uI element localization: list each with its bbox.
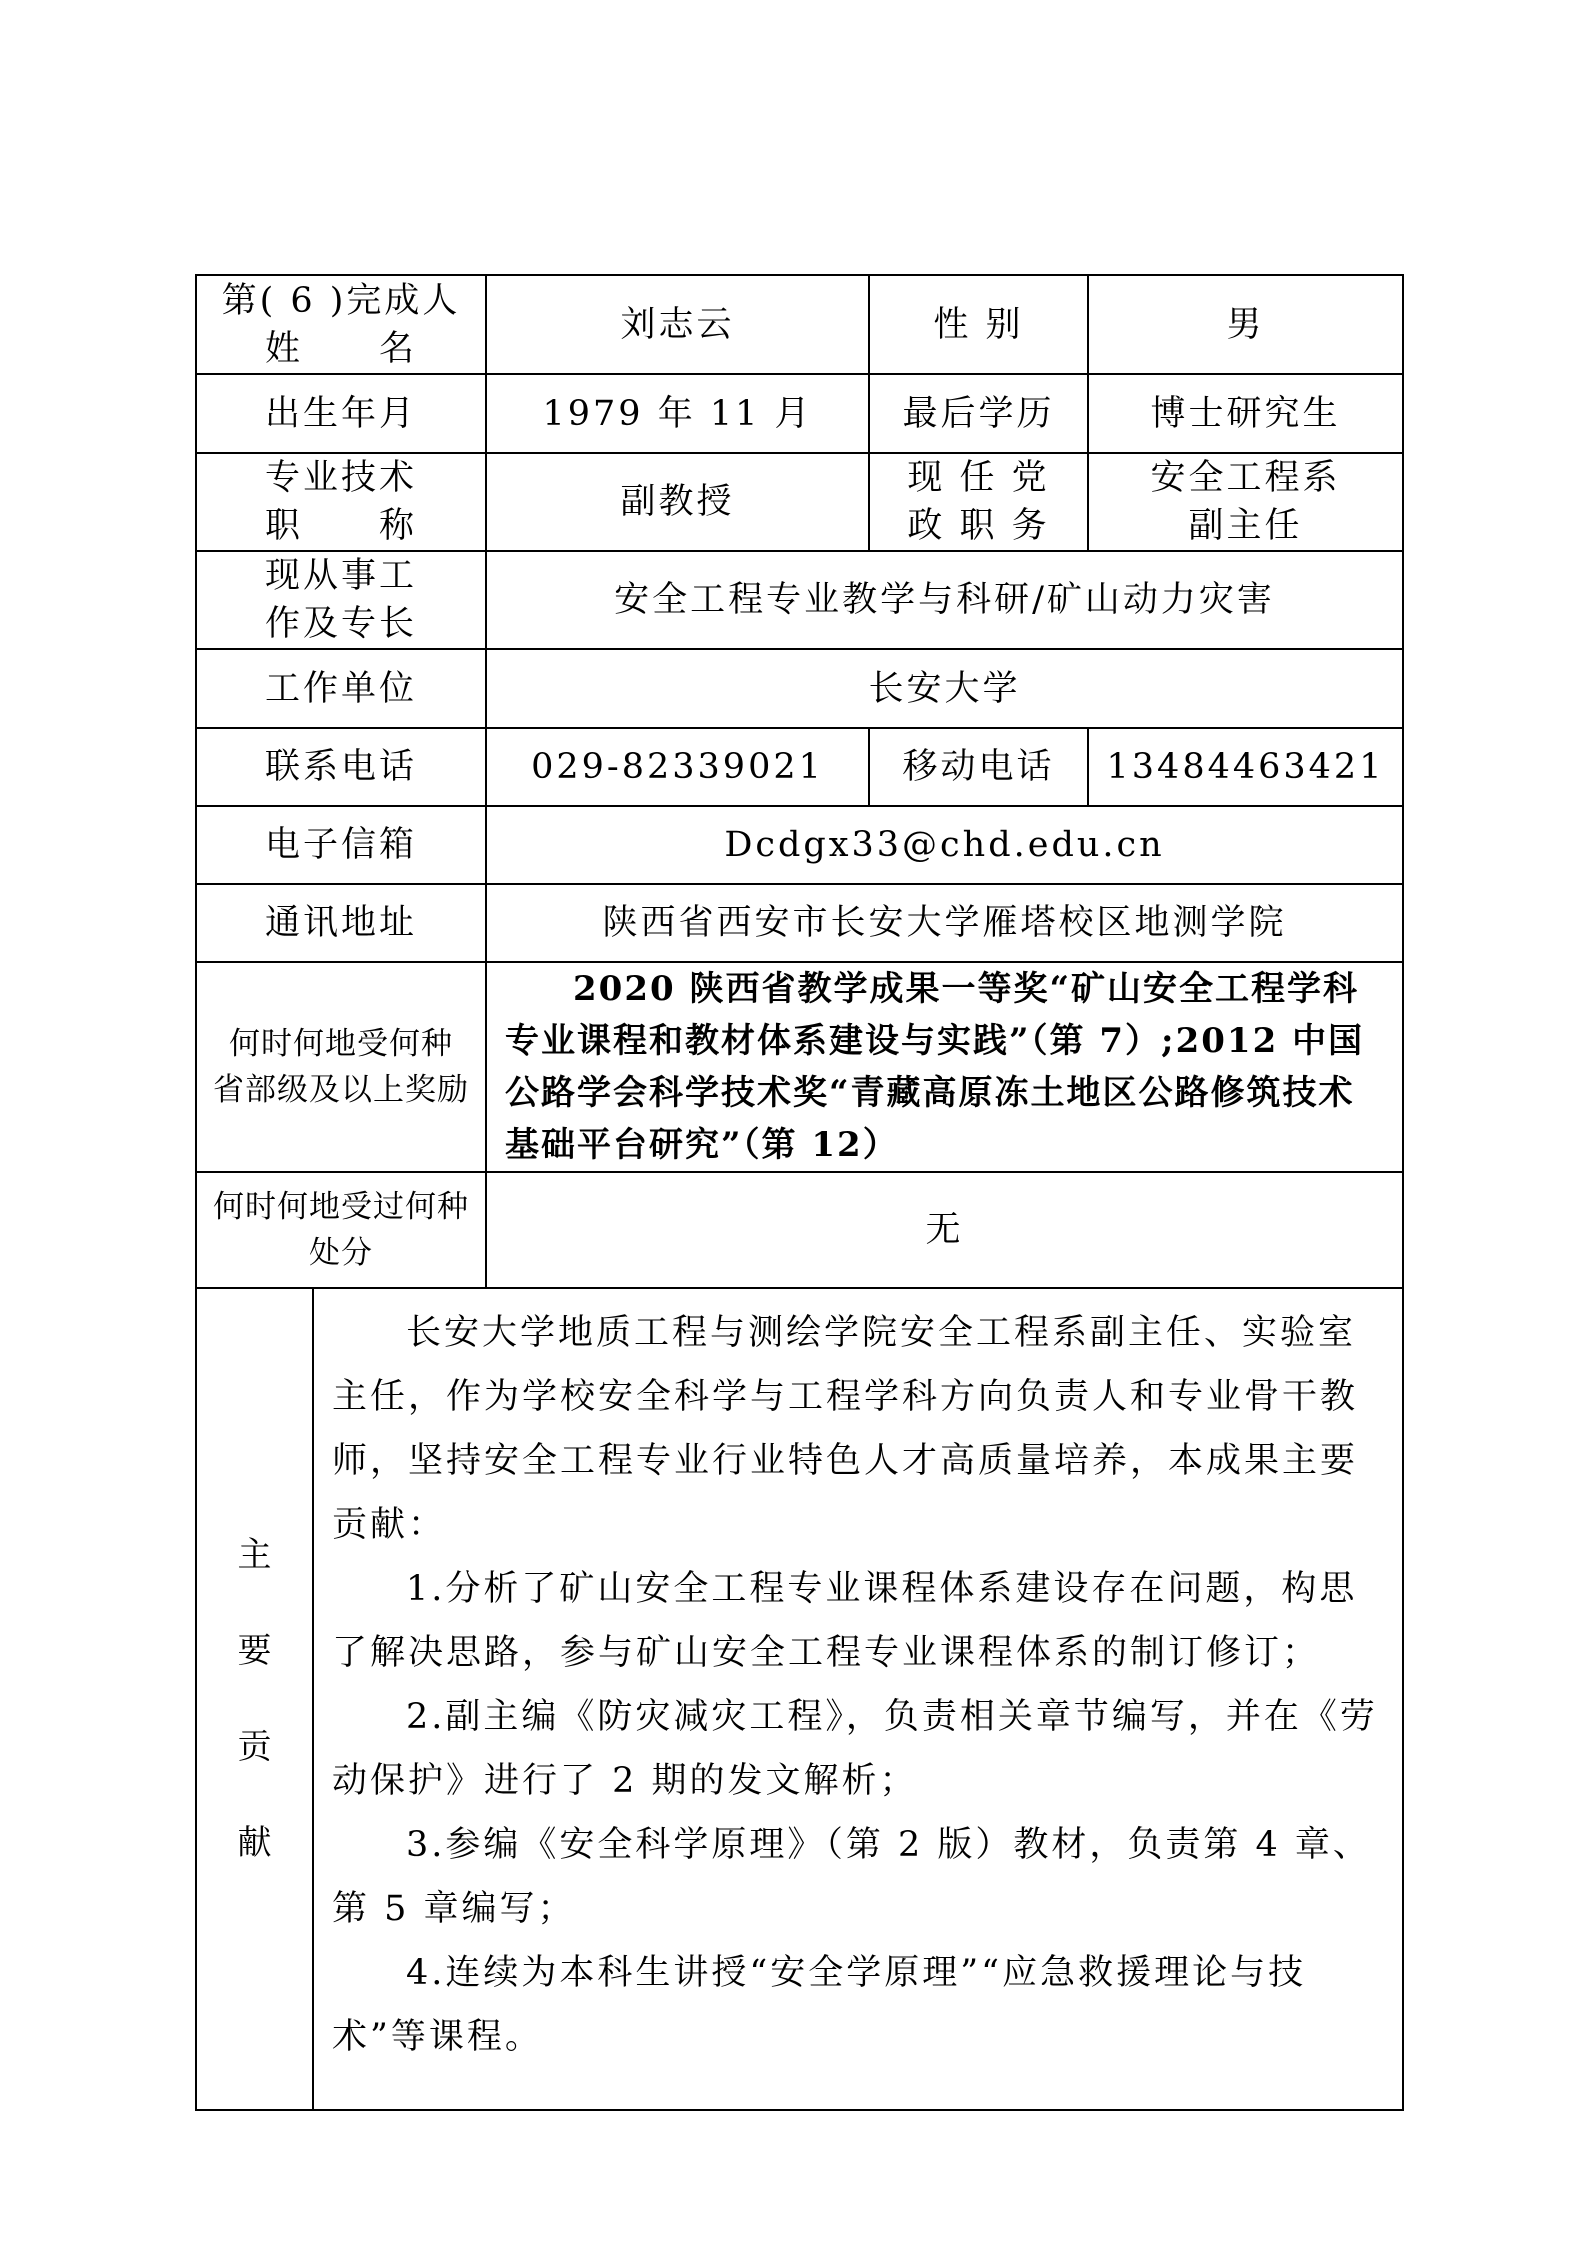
unit-label: 工作单位 <box>196 649 486 728</box>
name-label: 第( 6 )完成人 姓 名 <box>196 275 486 374</box>
awards-label: 何时何地受何种 省部级及以上奖励 <box>196 962 486 1172</box>
birth-value: 1979 年 11 月 <box>486 374 869 453</box>
address-label: 通讯地址 <box>196 884 486 962</box>
main-contribution-content <box>313 1288 1403 2110</box>
awards-text: 2020 陕西省教学成果一等奖“矿山安全工程学科专业课程和教材体系建设与实践”（第 7）;2012 中国公路学会科学技术奖“青藏高原冻土地区公路修筑技术基础平台研究”（第 12） <box>505 969 1365 1165</box>
contribution-label-char: 贡 <box>237 1727 272 1767</box>
contribution-label-char: 献 <box>237 1823 272 1863</box>
education-value: 博士研究生 <box>1088 374 1403 453</box>
birth-label: 出生年月 <box>196 374 486 453</box>
contribution-label-char: 主 <box>237 1535 272 1575</box>
contribution-label-char: 要 <box>237 1631 272 1671</box>
title-label: 专业技术 职 称 <box>196 453 486 551</box>
title-value: 副教授 <box>486 453 869 551</box>
mobile-value: 13484463421 <box>1088 728 1403 806</box>
contribution-paragraph: 3.参编《安全科学原理》（第 2 版）教材，负责第 4 章、第 5 章编写； <box>332 1825 1371 1929</box>
education-label: 最后学历 <box>869 374 1088 453</box>
awards-value <box>486 962 1403 1172</box>
phone-value: 029-82339021 <box>486 728 869 806</box>
punishment-label: 何时何地受过何种 处分 <box>196 1172 486 1288</box>
contribution-paragraph: 2.副主编《防灾减灾工程》，负责相关章节编写，并在《劳动保护》进行了 2 期的发文解析； <box>332 1697 1378 1801</box>
gender-value: 男 <box>1088 275 1403 374</box>
email-value: Dcdgx33@chd.edu.cn <box>486 806 1403 884</box>
work-label: 现从事工 作及专长 <box>196 551 486 649</box>
email-label: 电子信箱 <box>196 806 486 884</box>
work-value: 安全工程专业教学与科研/矿山动力灾害 <box>486 551 1403 649</box>
contribution-paragraph: 1.分析了矿山安全工程专业课程体系建设存在问题，构思了解决思路，参与矿山安全工程专业课程体系的制订修订； <box>332 1569 1358 1673</box>
party-post-label: 现 任 党 政 职 务 <box>869 453 1088 551</box>
phone-label: 联系电话 <box>196 728 486 806</box>
contribution-paragraph: 4.连续为本科生讲授“安全学原理”“应急救援理论与技术”等课程。 <box>332 1953 1307 2057</box>
gender-label: 性 别 <box>869 275 1088 374</box>
punishment-value: 无 <box>486 1172 1403 1288</box>
main-contribution-label <box>196 1288 313 2110</box>
address-value: 陕西省西安市长安大学雁塔校区地测学院 <box>486 884 1403 962</box>
unit-value: 长安大学 <box>486 649 1403 728</box>
personal-info-form <box>195 274 1404 2111</box>
name-value: 刘志云 <box>486 275 869 374</box>
contribution-paragraph: 长安大学地质工程与测绘学院安全工程系副主任、实验室主任，作为学校安全科学与工程学科方向负责人和专业骨干教师，坚持安全工程专业行业特色人才高质量培养，本成果主要贡献： <box>332 1313 1359 1545</box>
party-post-value: 安全工程系 副主任 <box>1088 453 1403 551</box>
mobile-label: 移动电话 <box>869 728 1088 806</box>
